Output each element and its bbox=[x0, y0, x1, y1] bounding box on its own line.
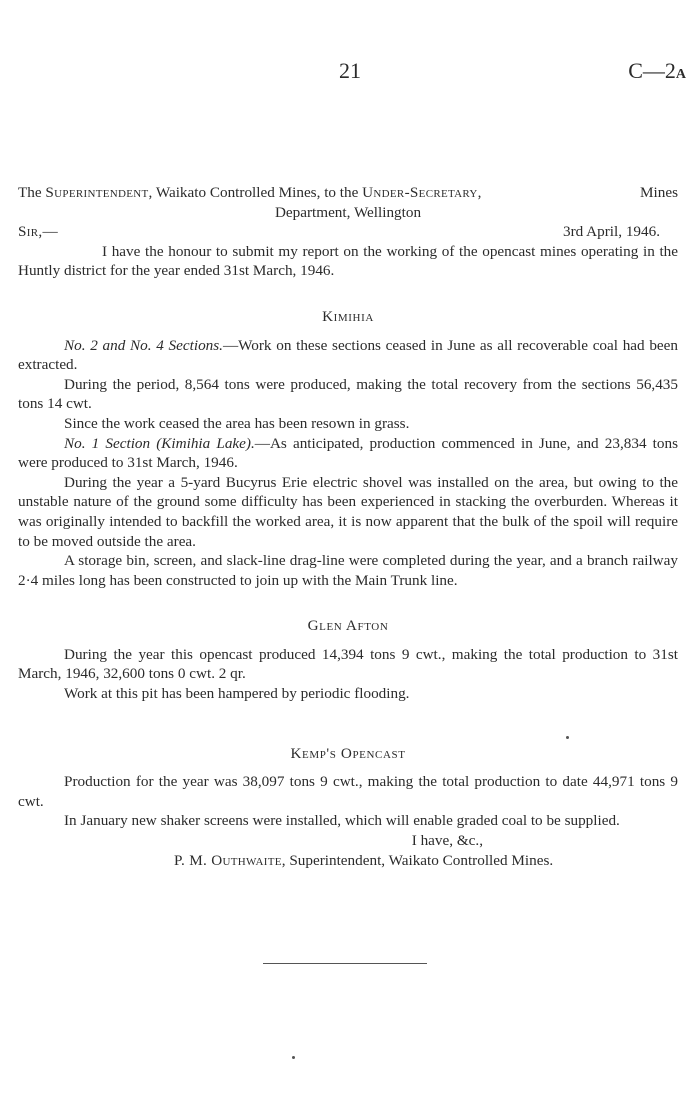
kimihia-p4-label: No. 1 Section (Kimihia Lake). bbox=[64, 434, 255, 452]
letter-date: 3rd April, 1946. bbox=[562, 223, 660, 241]
glen-afton-paragraph-2: Work at this pit has been hampered by periodic flooding. bbox=[64, 685, 410, 703]
kimihia-paragraph-5: During the year a 5-yard Bucyrus Erie electric shovel was installed on the area, but owing to the unstable nature of the ground some difficulty has been experienced in stacking the overburden. Whereas it was originally intended to backfill the worked area, it is now apparent that the bulk of the spoil will require to be moved outside the area. bbox=[18, 473, 678, 550]
document-reference bbox=[628, 58, 686, 84]
address-from: Superintendent bbox=[45, 184, 149, 201]
scan-speck bbox=[566, 736, 569, 739]
letter-body bbox=[18, 183, 678, 870]
glen-afton-paragraph-1: During the year this opencast produced 14,394 tons 9 cwt., making the total production to 31st March, 1946, 32,600 tons 0 cwt. 2 qr. bbox=[18, 645, 678, 683]
kimihia-p4-text: —As anticipated, production commenced in June, and 23,834 tons were produced to 31st March, 1946. bbox=[18, 434, 678, 472]
salutation-line bbox=[18, 222, 678, 242]
page-number: 21 bbox=[339, 58, 361, 83]
address-mines: Mines bbox=[640, 184, 678, 201]
kimihia-p1-text: —Work on these sections ceased in June as all recoverable coal had been extracted. bbox=[18, 336, 678, 374]
signature-title: , Superintendent, Waikato Controlled Mines. bbox=[281, 851, 554, 869]
kimihia-paragraph-3: Since the work ceased the area has been resown in grass. bbox=[64, 414, 410, 432]
kimihia-paragraph-4 bbox=[18, 434, 678, 473]
intro-paragraph: I have the honour to submit my report on the working of the opencast mines operating in the Huntly district for the year ended 31st March, 1946. bbox=[18, 242, 678, 280]
address-line2: Department, Wellington bbox=[274, 203, 422, 221]
kemps-paragraph-2: In January new shaker screens were installed, which will enable graded coal to be supplied. bbox=[64, 812, 620, 830]
kimihia-paragraph-1 bbox=[18, 336, 678, 375]
address-to: Under-Secretary bbox=[362, 184, 478, 201]
salutation: Sir,— bbox=[18, 223, 58, 241]
section-heading-kimihia: Kimihia bbox=[322, 307, 374, 325]
reference-suffix: A bbox=[675, 67, 686, 82]
reference-code: C—2 bbox=[628, 58, 676, 83]
end-rule bbox=[263, 963, 427, 964]
signature bbox=[18, 851, 678, 871]
kimihia-p1-label: No. 2 and No. 4 Sections. bbox=[64, 336, 223, 354]
address-left: The Superintendent, Waikato Controlled Mines, to the Under-Secretary, bbox=[18, 184, 482, 201]
address-line bbox=[18, 183, 678, 203]
kimihia-paragraph-2: During the period, 8,564 tons were produced, making the total recovery from the sections 56,435 tons 14 cwt. bbox=[18, 375, 678, 413]
kimihia-paragraph-6: A storage bin, screen, and slack-line drag-line were completed during the year, and a branch railway 2·4 miles long has been constructed to join up with the Main Trunk line. bbox=[18, 552, 678, 589]
scan-speck bbox=[292, 1056, 295, 1059]
kemps-paragraph-1: Production for the year was 38,097 tons 9 cwt., making the total production to date 44,971 tons 9 cwt. bbox=[18, 773, 678, 810]
section-heading-glen-afton: Glen Afton bbox=[307, 617, 389, 635]
section-heading-kemps: Kemp's Opencast bbox=[290, 744, 406, 762]
address-line1: Waikato Controlled Mines, to the bbox=[155, 184, 359, 201]
closing: I have, &c., bbox=[411, 832, 483, 850]
signature-name: P. M. Outhwaite bbox=[174, 851, 282, 869]
